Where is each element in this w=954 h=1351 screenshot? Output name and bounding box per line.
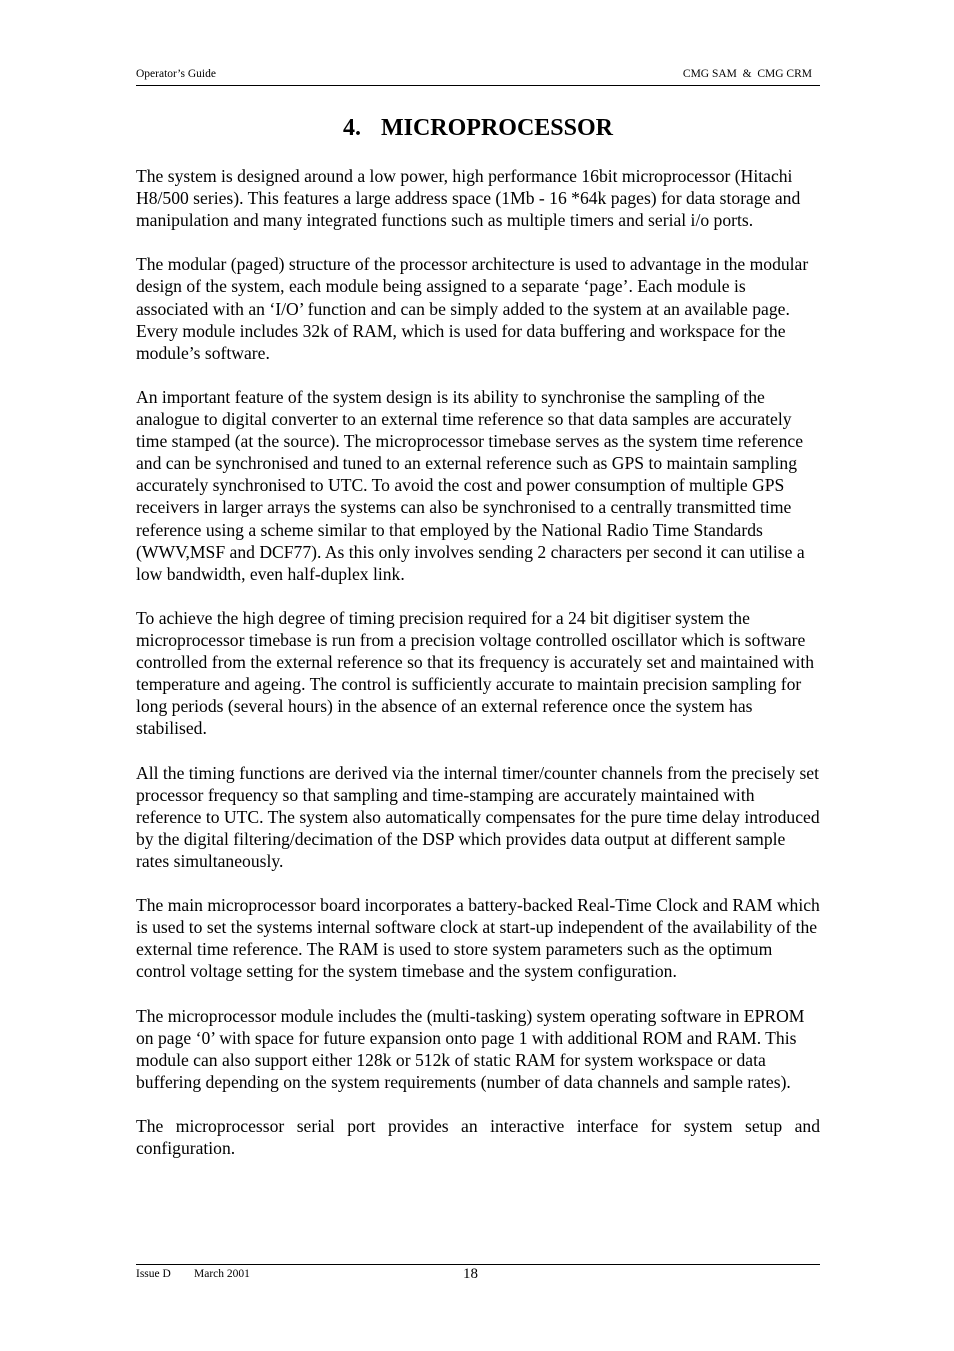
page-footer	[136, 1264, 820, 1285]
section-body	[136, 165, 820, 1181]
footer-date: March 2001	[194, 1268, 250, 1280]
paragraph-architecture: The system is designed around a low power, high performance 16bit microprocessor (Hitachi H8/500 series). This features a large address space (1Mb - 16 *64k pages) for data storage and manipulation and many integrated functions such as multiple timers and serial i/o ports.	[136, 166, 801, 231]
section-title: MICROPROCESSOR	[380, 115, 614, 141]
page-header	[136, 66, 820, 86]
page-number: 18	[463, 1266, 478, 1282]
header-product-names: CMG SAM & CMG CRM	[682, 68, 812, 80]
paragraph-paged-structure: The modular (paged) structure of the processor architecture is used to advantage in the modular design of the system, each module being assigned to a separate ‘page’. Each module is associated with an ‘I/O’ function and can be simply added to the system at an available page. Every module includes 32k of RAM, which is used for data buffering and workspace for the module’s software.	[136, 254, 809, 363]
section-heading	[136, 112, 820, 144]
paragraph-real-time-clock: The main microprocessor board incorporates a battery-backed Real-Time Clock and RAM which is used to set the systems internal software clock at start-up independent of the availability of the external time reference. The RAM is used to store system parameters such as the optimum control voltage setting for the system timebase and the system configuration.	[136, 895, 820, 982]
section-number: 4.	[342, 115, 361, 141]
paragraph-microprocessor-module: The microprocessor module includes the (multi-tasking) system operating software in EPROM on page ‘0’ with space for future expansion onto page 1 with additional ROM and RAM. This module can also support either 128k or 512k of static RAM for system workspace or data buffering depending on the system requirements (number of data channels and sample rates).	[136, 1005, 805, 1092]
footer-issue: Issue D	[136, 1268, 171, 1280]
document-page	[136, 0, 820, 1351]
paragraph-serial-port: The microprocessor serial port provides an interactive interface for system setup and configuration.	[136, 1116, 820, 1159]
paragraph-timing-functions: All the timing functions are derived via the internal timer/counter channels from the precisely set processor frequency so that sampling and time-stamping are accurately maintained with reference to UTC. The system also automatically compensates for the pure time delay introduced by the digital filtering/decimation of the DSP which provides data output at different sample rates simultaneously.	[136, 762, 820, 871]
header-guide-title: Operator’s Guide	[136, 68, 216, 80]
paragraph-timing-precision: To achieve the high degree of timing precision required for a 24 bit digitiser system the microprocessor timebase is run from a precision voltage controlled oscillator which is software controlled from the external reference so that its frequency is accurately set and maintained with temperature and ageing. The control is sufficiently accurate to maintain precision sampling for long periods (several hours) in the absence of an external reference once the system has stabilised.	[136, 607, 815, 739]
paragraph-synchronisation: An important feature of the system design is its ability to synchronise the sampling of the analogue to digital converter to an external time reference so that data samples are accurately time stamped (at the source). The microprocessor timebase serves as the system time reference and can be synchronised and tuned to an external reference such as GPS to maintain sampling accurately synchronised to UTC. To avoid the cost and power consumption of multiple GPS receivers in larger arrays the systems can also be synchronised to a centrally transmitted time reference using a scheme similar to that employed by the National Radio Time Standards (WWV,MSF and DCF77). As this only involves sending 2 characters per second it can utilise a low bandwidth, even half-duplex link.	[136, 386, 805, 584]
